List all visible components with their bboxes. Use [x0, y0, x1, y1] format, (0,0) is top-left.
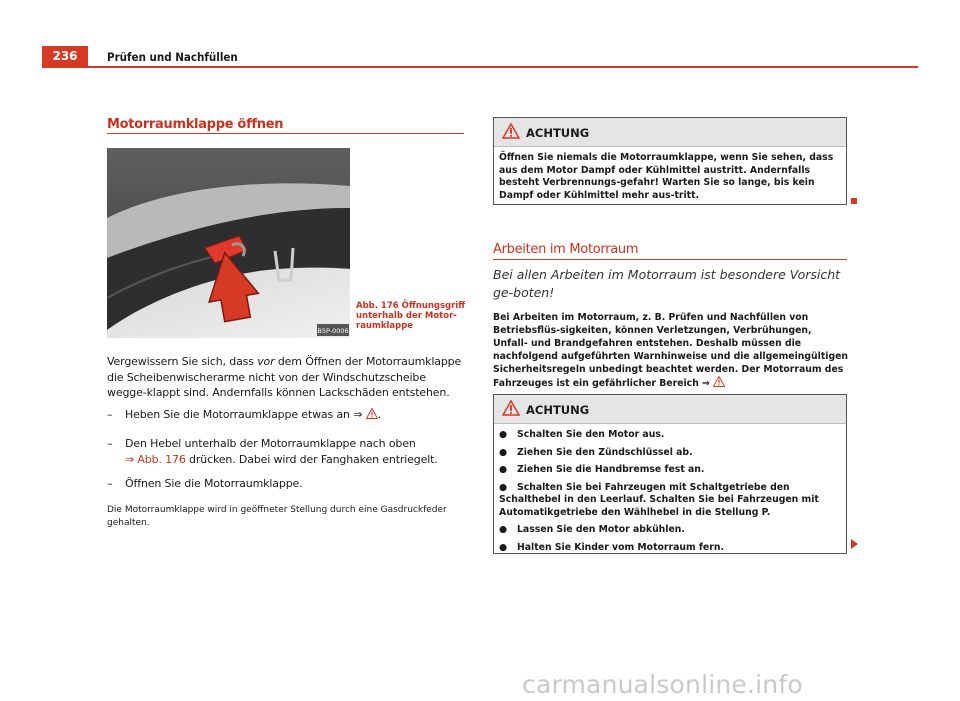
section-rule [493, 259, 847, 260]
warning-triangle-icon [366, 408, 378, 419]
continue-arrow-icon [851, 539, 858, 549]
step-text-rest: drücken. Dabei wird der Fanghaken entriegelt. [185, 452, 438, 466]
step-dash: – [107, 408, 113, 421]
warning-item-text: Halten Sie Kinder vom Motorraum fern. [517, 541, 724, 553]
warning-box-steam [493, 117, 847, 205]
step-text: Den Hebel unterhalb der Motorraumklappe nach oben [125, 437, 416, 450]
section-title-hood: Motorraumklappe öffnen [107, 117, 284, 132]
warning-list-item [499, 482, 840, 520]
step-suffix: . [377, 408, 381, 421]
header-rule [42, 66, 918, 68]
warning-item-text: Ziehen Sie die Handbremse fest an. [517, 464, 705, 475]
figure-caption: Abb. 176 Öffnungsgriff unterhalb der Motor-raumklappe [356, 301, 466, 331]
bullet-icon: ● [499, 429, 508, 440]
warning-list-item [499, 464, 840, 477]
step-dash: – [107, 477, 113, 490]
intro-text-1: Vergewissern Sie sich, dass [107, 355, 258, 368]
warning-list [494, 424, 846, 554]
warning-item-text: Lassen Sie den Motor abkühlen. [517, 524, 685, 535]
running-header-title: Prüfen und Nachfüllen [107, 50, 238, 64]
warning-list-item [499, 542, 840, 555]
intro-paragraph [107, 354, 467, 401]
section-title-engine: Arbeiten im Motorraum [493, 242, 639, 257]
bullet-icon: ● [499, 464, 508, 475]
step-dash: – [107, 437, 113, 450]
engine-paragraph [493, 311, 849, 390]
hood-release-illustration [107, 148, 350, 338]
step-text: Heben Sie die Motorraumklappe etwas an ⇒ [125, 408, 366, 421]
warning-list-item [499, 429, 840, 442]
warning-title: ACHTUNG [526, 403, 590, 417]
note-text: Die Motorraumklappe wird in geöffneter Stellung durch eine Gasdruckfeder gehalten. [107, 505, 447, 528]
warning-triangle-icon [502, 400, 520, 416]
step-text: Öffnen Sie die Motorraumklappe. [125, 477, 303, 490]
warning-item-text: Schalten Sie bei Fahrzeugen mit Schaltgetriebe den Schalthebel in den Leerlauf. Schalten Sie bei Fahrzeugen mit Automatikgetriebe den Wählhebel in die Stellung P. [499, 481, 819, 518]
warning-title: ACHTUNG [526, 126, 590, 140]
bullet-icon: ● [499, 481, 508, 493]
engine-paragraph-text: Bei Arbeiten im Motorraum, z. B. Prüfen und Nachfüllen von Betriebsflüs-sigkeiten, können Verletzungen, Verbrühungen, Unfall- und Brandgefahren entstehen. Deshalb müssen die nachfolgend aufgeführten Warnhinweise und die allgemeingültigen Sicherheitsregeln unbedingt beachtet werden. Der Motorraum des Fahrzeuges ist ein gefährlicher Bereich ⇒ [493, 312, 849, 389]
lead-text: Bei allen Arbeiten im Motorraum ist besondere Vorsicht ge-boten! [493, 267, 841, 300]
warning-triangle-icon [713, 376, 725, 387]
watermark: carmanualsonline.info [522, 670, 803, 699]
warning-header [494, 118, 846, 147]
bullet-icon: ● [499, 541, 508, 553]
end-marker [851, 198, 857, 204]
warning-list-item [499, 447, 840, 460]
intro-emphasis: vor [257, 355, 275, 368]
warning-item-text: Ziehen Sie den Zündschlüssel ab. [517, 446, 693, 458]
warning-header [494, 395, 846, 424]
section-rule [107, 133, 464, 134]
warning-triangle-icon [502, 123, 520, 139]
warning-list-item [499, 524, 840, 537]
intro-text-2: dem Öffnen der Motorraumklappe die Scheibenwischerarme nicht von der Windschutzscheibe wegge-klappt sind. Andernfalls können Lackschäden entstehen. [107, 355, 462, 399]
bullet-icon: ● [499, 524, 508, 535]
warning-item-text: Schalten Sie den Motor aus. [517, 429, 665, 440]
page-number: 236 [42, 46, 88, 67]
figure-tag: B5P-0006 [317, 327, 349, 335]
warning-box-engine [493, 394, 847, 554]
figure-hood-release [107, 148, 350, 338]
bullet-icon: ● [499, 446, 508, 458]
warning-text: Öffnen Sie niemals die Motorraumklappe, wenn Sie sehen, dass aus dem Motor Dampf oder Kühlmittel austritt. Andernfalls besteht Verbrennungs-gefahr! Warten Sie so lange, bis kein Dampf oder Kühlmittel mehr aus-tritt. [499, 152, 834, 201]
figure-reference-link[interactable]: ⇒ Abb. 176 [125, 452, 186, 466]
